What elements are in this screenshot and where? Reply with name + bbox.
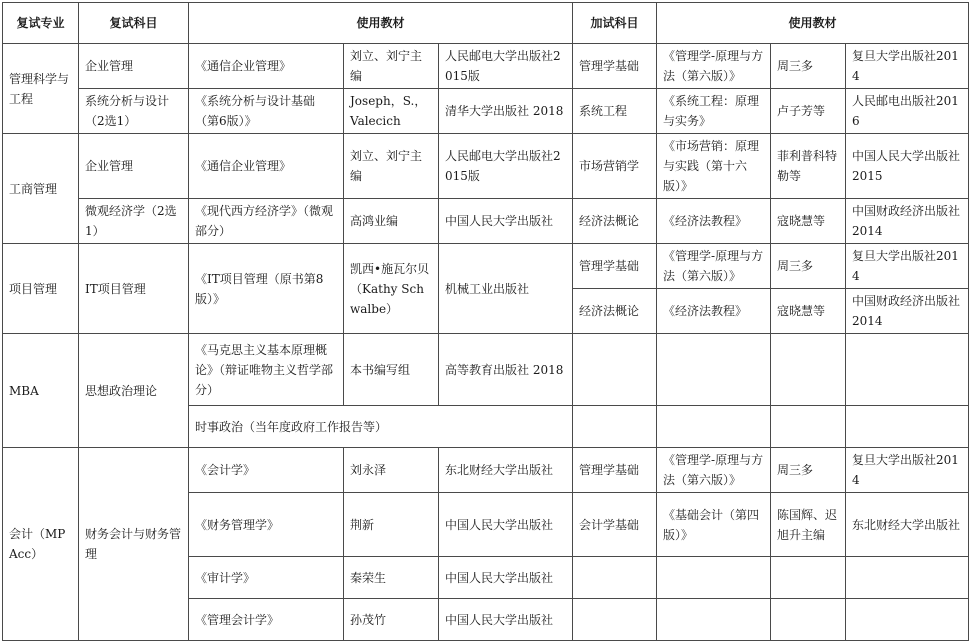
publisher-cell: 人民邮电大学出版社2015版 <box>439 44 573 89</box>
extra-author-cell <box>771 599 846 641</box>
book-cell: 《管理会计学》 <box>189 599 344 641</box>
extra-author-cell <box>771 334 846 406</box>
extra-author-cell <box>771 406 846 448</box>
extra-author-cell: 菲利普科特勒等 <box>771 134 846 199</box>
subject-cell: IT项目管理 <box>79 244 189 334</box>
extra-publisher-cell: 中国人民大学出版社2015 <box>846 134 969 199</box>
extra-subject-cell: 市场营销学 <box>573 134 657 199</box>
exam-books-table <box>2 2 969 641</box>
extra-subject-cell: 系统工程 <box>573 89 657 134</box>
extra-book-cell: 《市场营销：原理与实践（第十六版）》 <box>657 134 771 199</box>
subject-cell: 微观经济学（2选1） <box>79 199 189 244</box>
header-subject: 复试科目 <box>79 3 189 44</box>
extra-book-cell <box>657 406 771 448</box>
extra-author-cell: 周三多 <box>771 44 846 89</box>
book-cell: 《会计学》 <box>189 448 344 493</box>
book-cell: 《审计学》 <box>189 557 344 599</box>
publisher-cell: 人民邮电大学出版社2015版 <box>439 134 573 199</box>
table-row <box>3 448 969 493</box>
subject-cell: 思想政治理论 <box>79 334 189 448</box>
header-major: 复试专业 <box>3 3 79 44</box>
extra-book-cell: 《经济法教程》 <box>657 289 771 334</box>
extra-subject-cell: 经济法概论 <box>573 199 657 244</box>
extra-book-cell: 《管理学-原理与方法（第六版）》 <box>657 448 771 493</box>
extra-author-cell: 寇晓慧等 <box>771 289 846 334</box>
extra-author-cell: 寇晓慧等 <box>771 199 846 244</box>
extra-publisher-cell <box>846 599 969 641</box>
header-extra-textbook: 使用教材 <box>657 3 969 44</box>
table-row <box>3 334 969 406</box>
book-cell: 《通信企业管理》 <box>189 134 344 199</box>
book-cell: 《系统分析与设计基础（第6版）》 <box>189 89 344 134</box>
extra-publisher-cell <box>846 406 969 448</box>
author-cell: 刘永泽 <box>344 448 439 493</box>
table-row <box>3 44 969 89</box>
subject-cell: 企业管理 <box>79 134 189 199</box>
header-row <box>3 3 969 44</box>
extra-publisher-cell <box>846 557 969 599</box>
extra-book-cell: 《管理学-原理与方法（第六版）》 <box>657 44 771 89</box>
extra-subject-cell: 管理学基础 <box>573 44 657 89</box>
extra-author-cell: 周三多 <box>771 244 846 289</box>
extra-publisher-cell: 复旦大学出版社2014 <box>846 448 969 493</box>
author-cell: 刘立、刘宁主编 <box>344 134 439 199</box>
author-cell: 本书编写组 <box>344 334 439 406</box>
extra-author-cell: 卢子芳等 <box>771 89 846 134</box>
subject-cell: 财务会计与财务管理 <box>79 448 189 641</box>
book-cell: 时事政治（当年度政府工作报告等） <box>189 406 573 448</box>
extra-subject-cell <box>573 599 657 641</box>
publisher-cell: 中国人民大学出版社 <box>439 599 573 641</box>
author-cell: 高鸿业编 <box>344 199 439 244</box>
author-cell: Joseph，S.，Valecich <box>344 89 439 134</box>
publisher-cell: 机械工业出版社 <box>439 244 573 334</box>
header-textbook: 使用教材 <box>189 3 573 44</box>
major-cell: 工商管理 <box>3 134 79 244</box>
table-row <box>3 199 969 244</box>
extra-publisher-cell: 复旦大学出版社2014 <box>846 244 969 289</box>
extra-book-cell: 《系统工程：原理与实务》 <box>657 89 771 134</box>
author-cell: 秦荣生 <box>344 557 439 599</box>
author-cell: 孙茂竹 <box>344 599 439 641</box>
extra-author-cell: 周三多 <box>771 448 846 493</box>
extra-subject-cell: 管理学基础 <box>573 448 657 493</box>
subject-cell: 企业管理 <box>79 44 189 89</box>
extra-publisher-cell: 复旦大学出版社2014 <box>846 44 969 89</box>
extra-book-cell: 《管理学-原理与方法（第六版）》 <box>657 244 771 289</box>
extra-subject-cell <box>573 406 657 448</box>
book-cell: 《通信企业管理》 <box>189 44 344 89</box>
major-cell: MBA <box>3 334 79 448</box>
author-cell: 刘立、刘宁主编 <box>344 44 439 89</box>
extra-book-cell <box>657 334 771 406</box>
extra-book-cell: 《经济法教程》 <box>657 199 771 244</box>
extra-publisher-cell <box>846 334 969 406</box>
table-row <box>3 89 969 134</box>
extra-publisher-cell: 人民邮电出版社2016 <box>846 89 969 134</box>
extra-subject-cell: 会计学基础 <box>573 493 657 557</box>
author-cell: 凯西•施瓦尔贝（Kathy Schwalbe） <box>344 244 439 334</box>
extra-publisher-cell: 中国财政经济出版社2014 <box>846 199 969 244</box>
author-cell: 荆新 <box>344 493 439 557</box>
book-cell: 《财务管理学》 <box>189 493 344 557</box>
major-cell: 管理科学与工程 <box>3 44 79 134</box>
extra-subject-cell: 管理学基础 <box>573 244 657 289</box>
extra-book-cell: 《基础会计（第四版）》 <box>657 493 771 557</box>
extra-publisher-cell: 东北财经大学出版社 <box>846 493 969 557</box>
publisher-cell: 东北财经大学出版社 <box>439 448 573 493</box>
extra-publisher-cell: 中国财政经济出版社2014 <box>846 289 969 334</box>
table-row <box>3 134 969 199</box>
extra-book-cell <box>657 599 771 641</box>
publisher-cell: 高等教育出版社 2018 <box>439 334 573 406</box>
extra-subject-cell: 经济法概论 <box>573 289 657 334</box>
major-cell: 会计（MPAcc） <box>3 448 79 641</box>
extra-author-cell <box>771 557 846 599</box>
publisher-cell: 中国人民大学出版社 <box>439 199 573 244</box>
subject-cell: 系统分析与设计（2选1） <box>79 89 189 134</box>
publisher-cell: 中国人民大学出版社 <box>439 557 573 599</box>
book-cell: 《马克思主义基本原理概论》（辩证唯物主义哲学部分） <box>189 334 344 406</box>
extra-book-cell <box>657 557 771 599</box>
extra-subject-cell <box>573 557 657 599</box>
publisher-cell: 清华大学出版社 2018 <box>439 89 573 134</box>
book-cell: 《现代西方经济学》（微观部分） <box>189 199 344 244</box>
publisher-cell: 中国人民大学出版社 <box>439 493 573 557</box>
book-cell: 《IT项目管理（原书第8版）》 <box>189 244 344 334</box>
major-cell: 项目管理 <box>3 244 79 334</box>
header-extra-subject: 加试科目 <box>573 3 657 44</box>
table-row <box>3 244 969 289</box>
extra-author-cell: 陈国辉、迟旭升主编 <box>771 493 846 557</box>
extra-subject-cell <box>573 334 657 406</box>
